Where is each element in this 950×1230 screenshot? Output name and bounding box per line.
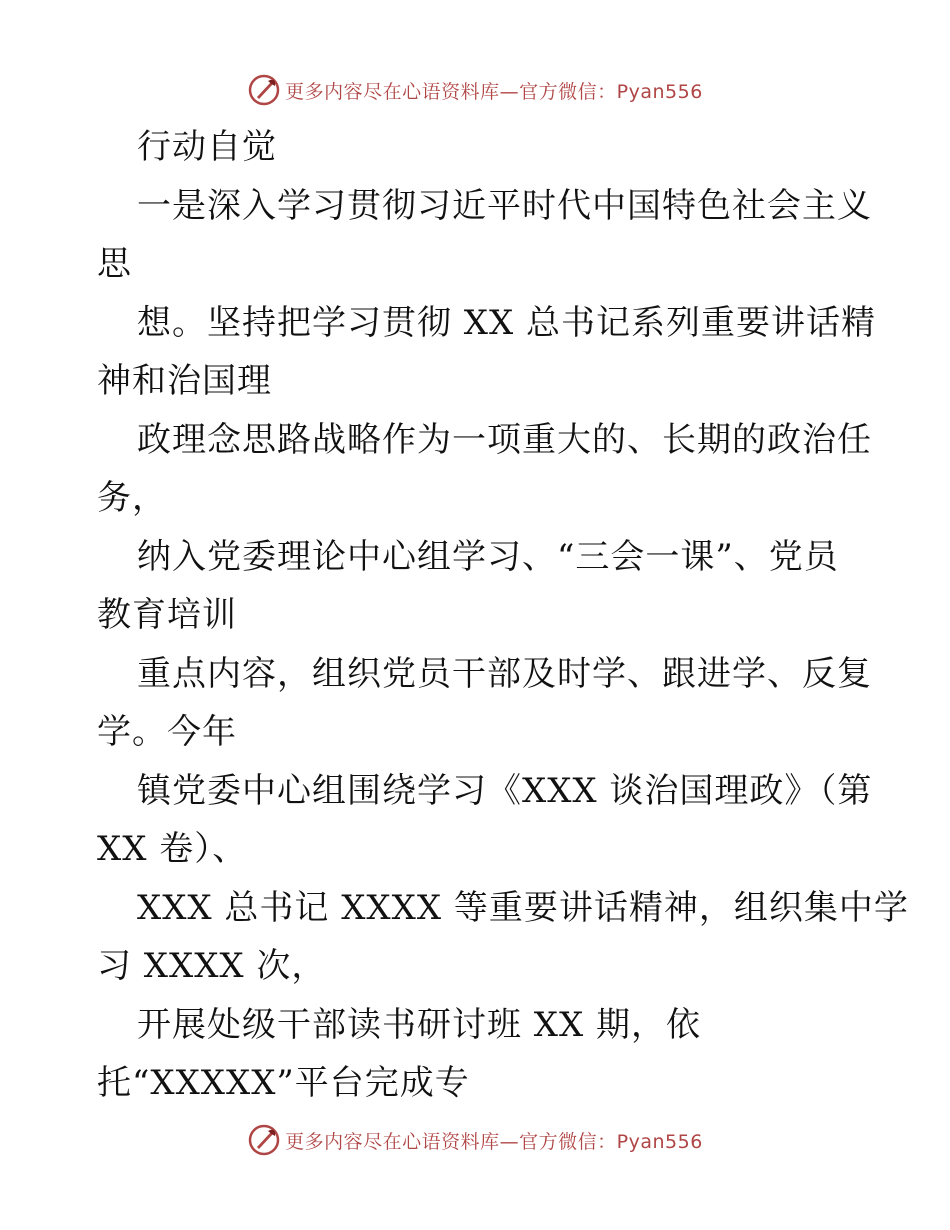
text-line: 习 XXXX 次，	[97, 946, 327, 986]
watermark-text: 更多内容尽在心语资料库—官方微信：Pyan556	[285, 1130, 703, 1153]
watermark-text: 更多内容尽在心语资料库—官方微信：Pyan556	[285, 80, 703, 103]
text-line: 一是深入学习贯彻习近平时代中国特色社会主义	[137, 185, 872, 226]
text-line: 想。坚持把学习贯彻 XX 总书记系列重要讲话精	[137, 302, 877, 343]
watermark-footer	[0, 1120, 950, 1160]
quill-pen-circle-icon	[247, 73, 281, 107]
text-line: 行动自觉	[137, 127, 277, 167]
text-line: XXX 总书记 XXXX 等重要讲话精神，组织集中学	[137, 887, 909, 928]
text-line: 开展处级干部读书研讨班 XX 期，依	[137, 1004, 702, 1045]
text-line: 政理念思路战略作为一项重大的、长期的政治任	[137, 419, 872, 460]
document-body	[97, 118, 909, 1113]
text-line: 托“XXXXX”平台完成专	[97, 1063, 470, 1103]
text-line: 思	[97, 244, 132, 284]
text-line: 学。今年	[97, 712, 237, 752]
watermark-header	[0, 70, 950, 110]
text-line: XX 卷）、	[97, 829, 248, 869]
text-line: 教育培训	[97, 595, 237, 635]
text-line: 纳入党委理论中心组学习、“三会一课”、党员	[137, 536, 839, 577]
quill-pen-circle-icon	[247, 1123, 281, 1157]
text-line: 镇党委中心组围绕学习《XXX 谈治国理政》（第	[137, 770, 873, 811]
text-line: 神和治国理	[97, 361, 272, 401]
text-line: 重点内容，组织党员干部及时学、跟进学、反复	[137, 653, 872, 694]
text-line: 务，	[97, 478, 167, 518]
